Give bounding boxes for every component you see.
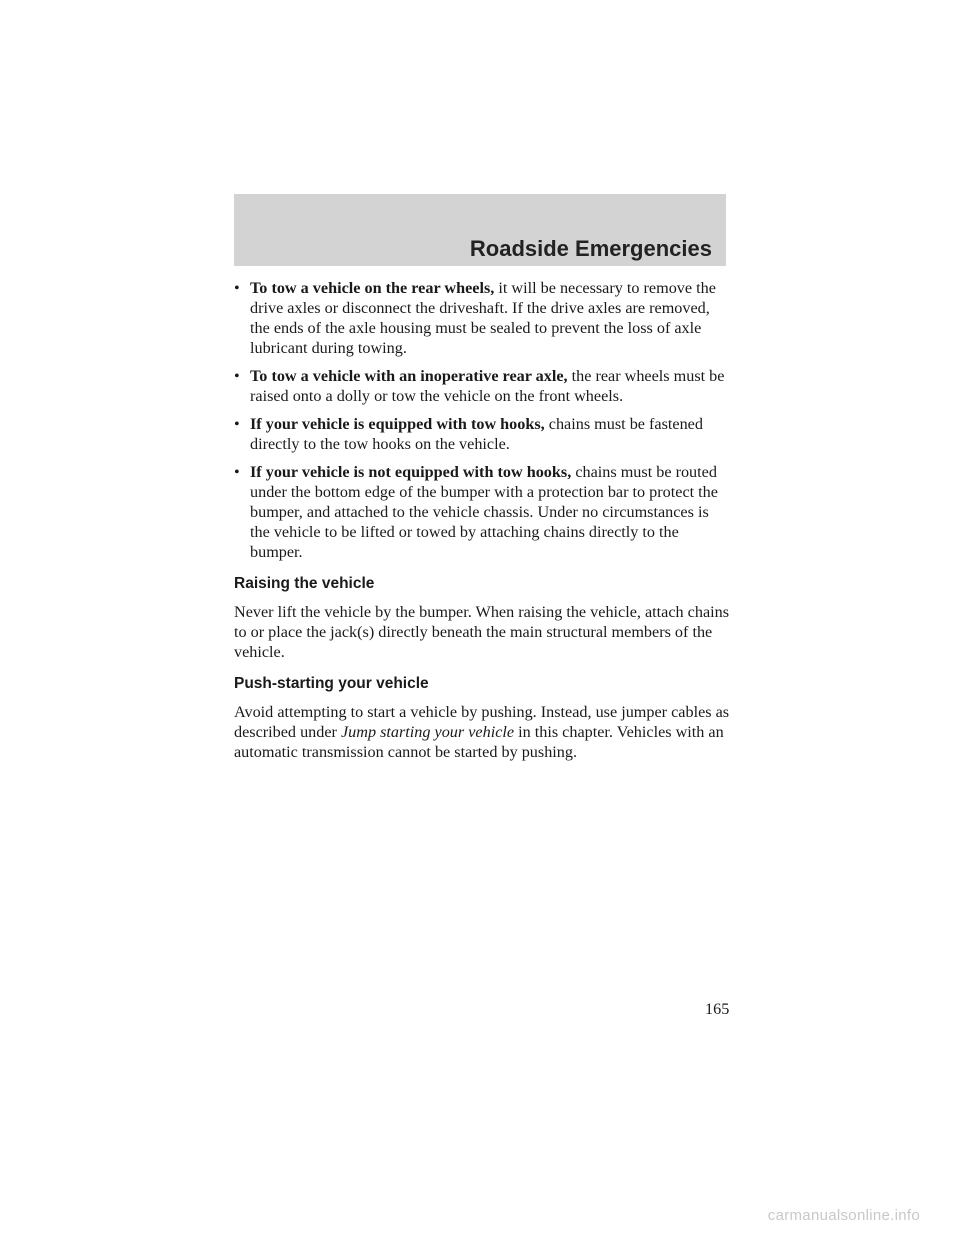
bullet-lead: If your vehicle is equipped with tow hooks, [250, 415, 545, 433]
section-body-push-starting [234, 702, 730, 762]
bullet-mark: • [234, 415, 240, 433]
bullet-item-with-tow-hooks [234, 414, 730, 454]
page-number: 165 [705, 1000, 730, 1018]
page-content [234, 278, 730, 770]
bullet-text: chains must be routed under the bottom edge of the bumper with a protection bar to protect the bumper, and attached to the vehicle chassis. Under no circumstances is the vehicle to be lifted or towed by attaching chains directly to the bumper. [250, 463, 718, 561]
bullet-mark: • [234, 463, 240, 481]
chapter-title: Roadside Emergencies [469, 236, 712, 261]
cross-reference: Jump starting your vehicle [340, 723, 515, 741]
bullet-text: it will be necessary to remove the drive axles or disconnect the driveshaft. If the drive axles are removed, the ends of the axle housing must be sealed to prevent the loss of axle lubricant during towing. [250, 279, 716, 357]
bullet-item-inoperative-rear-axle [234, 366, 730, 406]
section-heading-push-starting: Push-starting your vehicle [234, 675, 429, 692]
bullet-lead: If your vehicle is not equipped with tow hooks, [250, 463, 572, 481]
bullet-mark: • [234, 367, 240, 385]
section-heading-raising: Raising the vehicle [234, 575, 375, 592]
body-text: Avoid attempting to start a vehicle by pushing. Instead, use jumper cables as described under [234, 703, 730, 741]
bullet-lead: To tow a vehicle with an inoperative rear axle, [250, 367, 568, 385]
site-watermark: carmanualsonline.info [767, 1207, 920, 1224]
chapter-header-band [234, 194, 726, 266]
bullet-text: the rear wheels must be raised onto a dolly or tow the vehicle on the front wheels. [250, 367, 725, 405]
section-body-raising: Never lift the vehicle by the bumper. When raising the vehicle, attach chains to or place the jack(s) directly beneath the main structural members of the vehicle. [234, 603, 730, 661]
bullet-item-tow-rear-wheels [234, 278, 730, 358]
bullet-text: chains must be fastened directly to the tow hooks on the vehicle. [250, 415, 703, 453]
bullet-item-without-tow-hooks [234, 462, 730, 562]
bullet-mark: • [234, 279, 240, 297]
bullet-lead: To tow a vehicle on the rear wheels, [250, 279, 495, 297]
body-text: in this chapter. Vehicles with an automatic transmission cannot be started by pushing. [234, 723, 724, 761]
